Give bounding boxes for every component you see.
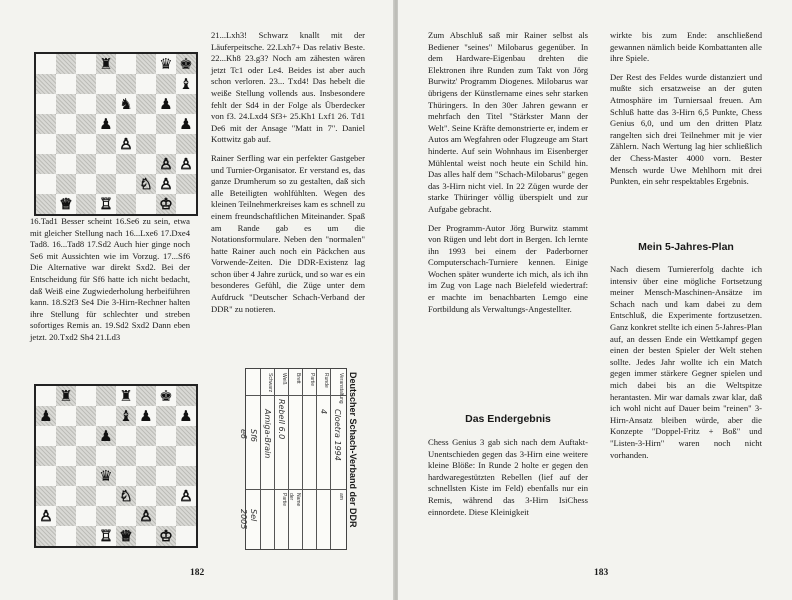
paragraph-serfling: Rainer Serfling war ein perfekter Gastgeber und Turnier-Organisator. Er verstand es, das ganze Drumherum so zu gestalten, daß sich alle Beteiligten wohlfühlten. Wegen des kleinen Teilnehmerkreises kam es schnell zu einem freundschaftlichen Miteinander. Spaß am Rande gab es um die Notationsformulare. Neben den "normalen" hatte Rainer auch noch ein Päckchen aus Vorwende-Zeiten. Die DDR-Existenz lag schon über 4 Jahre zurück, und so war es ein besonderes Gefühl, die Züge unter dem Aufdruck "Deutscher Schach-Verband der DDR" zu notieren. xyxy=(211,152,365,314)
score-sheet-title: Deutscher Schach-Verband der DDR xyxy=(348,372,358,528)
left-page xyxy=(0,0,394,600)
board-square xyxy=(56,466,76,486)
chess-piece: ♚ xyxy=(179,54,193,73)
handwriting-move: 2005 xyxy=(239,509,248,530)
board-square xyxy=(76,114,96,134)
board-square xyxy=(76,74,96,94)
board-square xyxy=(56,526,76,546)
chess-piece: ♚ xyxy=(159,386,173,405)
board-square xyxy=(136,154,156,174)
handwriting-white: Rebell 6.0 xyxy=(277,399,286,440)
board-square xyxy=(136,426,156,446)
board-square xyxy=(56,426,76,446)
board-square xyxy=(36,526,56,546)
chess-piece: ♖ xyxy=(99,526,113,545)
form-label: der xyxy=(288,493,294,501)
paragraph-plan: Nach diesem Turniererfolg dachte ich intensiv über eine mögliche Fortsetzung meiner Mensch-Maschinen-Ansätze im Schach nach und kam dabei zu dem Entschluß, die Experimente fortzusetzen. Ganz konkret stellte ich einen 5-Jahres-Plan auf, an dessen Ende ein Wettkampf gegen einen der besten Spieler der Welt stehen sollte. Jedes Jahr wollte ich ein Match gegen immer stärkere Gegner spielen und mich dabei bis an die Weltspitze herantasten. Mir war damals zwar klar, daß ich wohl nicht auf Dauer beim "reinen" 3-Hirn-Ansatz bleiben würde, aber die Konzepte "Doppel-Fritz + Boß" und "Listen-3-Hirn" waren noch nicht vorhanden. xyxy=(610,264,762,460)
board-square xyxy=(76,174,96,194)
form-label: Brett xyxy=(295,373,301,384)
board-square xyxy=(116,506,136,526)
board-square xyxy=(156,506,176,526)
chess-piece: ♙ xyxy=(139,506,153,525)
board-square xyxy=(76,406,96,426)
board-square xyxy=(136,466,156,486)
board-square xyxy=(76,466,96,486)
board-square xyxy=(56,506,76,526)
board-square xyxy=(56,194,76,214)
chess-piece: ♔ xyxy=(159,526,173,545)
board-square xyxy=(176,174,196,194)
board-square xyxy=(56,114,76,134)
board-square xyxy=(116,54,136,74)
board-square xyxy=(156,466,176,486)
chess-piece: ♙ xyxy=(179,154,193,173)
board-square xyxy=(96,426,116,446)
chess-piece: ♙ xyxy=(159,154,173,173)
board-square xyxy=(176,426,196,446)
board-square xyxy=(156,406,176,426)
chess-diagram-1 xyxy=(34,52,198,216)
board-square xyxy=(136,506,156,526)
chess-piece: ♜ xyxy=(99,54,113,73)
board-square xyxy=(76,486,96,506)
move-commentary-21-26: 21...Lxh3! Schwarz knallt mit der Läuferpeitsche. 22.Lxh7+ Das relativ Beste. 22...Kh8 23.g3? Noch am zähesten wären jetzt Tc1 oder Le4. Beides ist aber auch schon verloren. 23... Txd4! Das hebelt die weiße Stellung vollends aus. Insbesondere fehlt der Sd4 in der Folge als Überdecker von f3. 24.Lxd4 Sf3+ 25.Kh1 Lxf1 26. Td1 De6 mit der Ansage "Matt in 7". Daniel Kottwitz gab auf. xyxy=(211,30,365,145)
board-square xyxy=(96,134,116,154)
board-square xyxy=(156,486,176,506)
board-square xyxy=(96,386,116,406)
board-square xyxy=(36,154,56,174)
right-column-1-bottom xyxy=(428,437,588,518)
board-square xyxy=(176,506,196,526)
handwriting-move: Sel xyxy=(249,509,258,522)
board-square xyxy=(116,134,136,154)
board-square xyxy=(96,94,116,114)
board-square xyxy=(56,74,76,94)
form-label: Partie xyxy=(309,373,315,387)
board-square xyxy=(96,406,116,426)
heading-five-year-plan: Mein 5-Jahres-Plan xyxy=(638,241,734,253)
form-label: Partie xyxy=(281,493,287,507)
board-square xyxy=(156,74,176,94)
handwriting-round: 4 xyxy=(319,409,328,415)
board-square xyxy=(56,486,76,506)
board-square xyxy=(176,94,196,114)
chess-piece: ♟ xyxy=(99,114,113,133)
right-column-2-bottom xyxy=(610,264,762,461)
paragraph-result: Chess Genius 3 gab sich nach dem Auftakt-Unentschieden gegen das 3-Hirn eine weitere kleine Blöße: In Runde 2 holte er gegen den hardwaregestützten Rebellen (lief auf der schnellsten Kiste im Feld) ebenfalls nur ein Remis, während das 3-Hirn IsiChess einnordete. Diese Kleinigkeit xyxy=(428,437,588,517)
board-square xyxy=(116,486,136,506)
board-square xyxy=(156,54,176,74)
board-square xyxy=(136,194,156,214)
board-square xyxy=(36,386,56,406)
page-number-left: 182 xyxy=(190,568,205,578)
board-square xyxy=(156,194,176,214)
board-square xyxy=(36,54,56,74)
chess-piece: ♕ xyxy=(59,194,73,213)
paragraph-milobarus: Zum Abschluß saß mir Rainer selbst als Bediener "seines" Milobarus gegenüber. In dem Hardware-Eigenbau drehten die Elektronen ihre Runden zum Takt von Jörg Burwitz' Programm Diogenes. Milobarus war übrigens der Künstlername eines sehr starken Thüringers. In den 30er Jahren gewann er mehrfach den Titel "Stärkster Mann der Welt". Seine Kräfte demonstrierte er, indem er Autos am Wegfahren oder Flugzeuge am Start hinderte. Auf sein Wohnhaus im Eisenberger Mühlental weist noch heute ein Schild hin. Das alles half dem "Schach-Milobarus" gegen das 3-Hirn nicht viel. In 22 Zügen wurde der starke Thüringer völlig überspielt und zur Aufgabe gebracht. xyxy=(428,30,588,214)
board-square xyxy=(36,74,56,94)
board-square xyxy=(176,386,196,406)
board-square xyxy=(116,406,136,426)
right-column-1-text xyxy=(428,30,588,322)
board-square xyxy=(136,174,156,194)
board-square xyxy=(36,506,56,526)
chess-piece: ♟ xyxy=(159,94,173,113)
board-square xyxy=(116,386,136,406)
board-square xyxy=(96,114,116,134)
board-square xyxy=(116,194,136,214)
board-square xyxy=(76,94,96,114)
board-square xyxy=(156,446,176,466)
chess-piece: ♔ xyxy=(159,194,173,213)
board-square xyxy=(156,386,176,406)
board-square xyxy=(176,466,196,486)
chess-piece: ♙ xyxy=(179,486,193,505)
chess-diagram-2 xyxy=(34,384,198,548)
board-square xyxy=(96,506,116,526)
board-square xyxy=(156,94,176,114)
chess-piece: ♙ xyxy=(39,506,53,525)
board-square xyxy=(36,466,56,486)
chess-piece: ♕ xyxy=(119,526,133,545)
board-square xyxy=(76,426,96,446)
board-square xyxy=(176,194,196,214)
board-square xyxy=(96,194,116,214)
board-square xyxy=(56,154,76,174)
board-square xyxy=(96,446,116,466)
board-square xyxy=(176,526,196,546)
board-square xyxy=(96,174,116,194)
chess-piece: ♙ xyxy=(159,174,173,193)
board-square xyxy=(76,194,96,214)
board-square xyxy=(76,386,96,406)
board-square xyxy=(116,426,136,446)
board-square xyxy=(56,446,76,466)
board-square xyxy=(176,74,196,94)
board-square xyxy=(116,94,136,114)
paragraph-continuation: wirkte bis zum Ende: anschließend gewannen nämlich beide Kombattanten alle ihre Spiele. xyxy=(610,30,762,64)
board-square xyxy=(176,406,196,426)
chess-piece: ♟ xyxy=(39,406,53,425)
chess-piece: ♘ xyxy=(139,174,153,193)
form-label: Runde xyxy=(323,373,329,388)
board-square xyxy=(156,114,176,134)
board-square xyxy=(176,154,196,174)
board-square xyxy=(136,94,156,114)
board-square xyxy=(36,114,56,134)
form-label: Veranstaltung xyxy=(338,373,344,404)
board-square xyxy=(136,446,156,466)
handwriting-move: e6 xyxy=(239,429,248,440)
board-square xyxy=(76,526,96,546)
board-square xyxy=(176,134,196,154)
board-square xyxy=(36,486,56,506)
move-commentary-16-21: 16.Tad1 Besser scheint 16.Se6 zu sein, etwa mit gleicher Stellung nach 16...Lxe6 17.Dxe4 Tad8. 16...Tad8 17.Sd2 Auch hier ginge noch Se6 mit Aussichten wie im Vorzug. 17...Sf6 Die Alternative war direkt Sxd2. Bei der Entscheidung für Sf6 hatte ich nicht bedacht, daß Weiß eine Zugwiederholung herbeiführen kann. 18.S2f3 Se4 Die 3-Hirn-Rechner halten ihre Stellung für schlechter und streben sofortiges Remis an. 19.Sd2 Sxd2 Dann eben jetzt. 20.Txd2 Sh4 21.Ld3 xyxy=(30,216,190,342)
board-square xyxy=(156,174,176,194)
left-column-2-text xyxy=(211,30,365,322)
form-label: Schwarz xyxy=(267,373,273,393)
board-square xyxy=(56,134,76,154)
chess-piece: ♞ xyxy=(119,94,133,113)
board-square xyxy=(116,154,136,174)
chess-piece: ♟ xyxy=(139,406,153,425)
board-square xyxy=(36,406,56,426)
board-square xyxy=(96,486,116,506)
board-square xyxy=(56,94,76,114)
board-square xyxy=(56,174,76,194)
board-square xyxy=(116,174,136,194)
board-square xyxy=(76,54,96,74)
board-square xyxy=(36,174,56,194)
board-square xyxy=(96,466,116,486)
board-square xyxy=(36,94,56,114)
board-square xyxy=(136,74,156,94)
board-square xyxy=(56,386,76,406)
chess-piece: ♟ xyxy=(179,114,193,133)
board-square xyxy=(156,134,176,154)
board-square xyxy=(76,154,96,174)
paragraph-burwitz: Der Programm-Autor Jörg Burwitz stammt von Rügen und lebt dort in Bergen. Ich lernte ihn 1993 bei einem der Paderborner Computerschach-Turniere kennen. Einige Wochen später wunderte ich mich, als ich ihn im Zug von Lage nach Bielefeld wiedertraf: er machte im benachbarten Lemgo eine Fortbildung als Verwaltungs-Angestellter. xyxy=(428,222,588,314)
chess-piece: ♘ xyxy=(119,486,133,505)
board-square xyxy=(176,446,196,466)
chess-piece: ♜ xyxy=(59,386,73,405)
chess-piece: ♟ xyxy=(99,426,113,445)
board-square xyxy=(56,54,76,74)
score-sheet-image xyxy=(239,368,347,550)
board-square xyxy=(116,446,136,466)
handwriting-move: Sf6 xyxy=(249,429,258,442)
board-square xyxy=(136,134,156,154)
chess-piece: ♝ xyxy=(179,74,193,93)
chess-piece: ♛ xyxy=(99,466,113,485)
board-square xyxy=(156,526,176,546)
board-square xyxy=(96,74,116,94)
board-square xyxy=(36,134,56,154)
chess-piece: ♜ xyxy=(119,386,133,405)
right-column-2-text xyxy=(610,30,762,195)
board-square xyxy=(136,54,156,74)
paragraph-standings: Der Rest des Feldes wurde distanziert und mußte sich ersatzweise an der guten Atmosphäre im Turniersaal freuen. Am Schluß hatte das 3-Hirn 6,5 Punkte, Chess Genius 6,0, und um den dritten Platz rangelten sich drei Teilnehmer mit je vier Zählern. Nach Wertung lag hier schließlich der Chess-Master 4000 vorn. Bester Mensch wurde Uwe Mehlhorn mit drei Punkten, ein sehr respektables Ergebnis. xyxy=(610,71,762,187)
board-square xyxy=(136,386,156,406)
heading-endergebnis: Das Endergebnis xyxy=(465,413,551,425)
form-label: am xyxy=(338,493,344,500)
board-square xyxy=(176,114,196,134)
board-square xyxy=(116,466,136,486)
board-square xyxy=(116,74,136,94)
board-square xyxy=(36,446,56,466)
board-square xyxy=(136,406,156,426)
board-square xyxy=(36,426,56,446)
board-square xyxy=(96,154,116,174)
chess-piece: ♙ xyxy=(119,134,133,153)
handwriting-event: Cloetra 1994 xyxy=(333,409,342,461)
board-square xyxy=(136,486,156,506)
board-square xyxy=(76,506,96,526)
board-square xyxy=(156,154,176,174)
chess-piece: ♛ xyxy=(159,54,173,73)
handwriting-black: Amiga-Brain xyxy=(263,409,272,459)
chess-piece: ♝ xyxy=(119,406,133,425)
board-square xyxy=(96,526,116,546)
board-square xyxy=(176,54,196,74)
board-square xyxy=(116,114,136,134)
page-number-right: 183 xyxy=(594,568,609,578)
left-column-1-text xyxy=(30,216,190,344)
board-square xyxy=(76,446,96,466)
board-square xyxy=(136,114,156,134)
board-square xyxy=(56,406,76,426)
board-square xyxy=(76,134,96,154)
board-square xyxy=(36,194,56,214)
right-page xyxy=(398,0,792,600)
chess-piece: ♟ xyxy=(179,406,193,425)
board-square xyxy=(96,54,116,74)
form-label: Weiß xyxy=(281,373,287,385)
board-square xyxy=(176,486,196,506)
form-label: Name xyxy=(295,493,301,507)
board-square xyxy=(136,526,156,546)
board-square xyxy=(156,426,176,446)
chess-piece: ♖ xyxy=(99,194,113,213)
board-square xyxy=(116,526,136,546)
